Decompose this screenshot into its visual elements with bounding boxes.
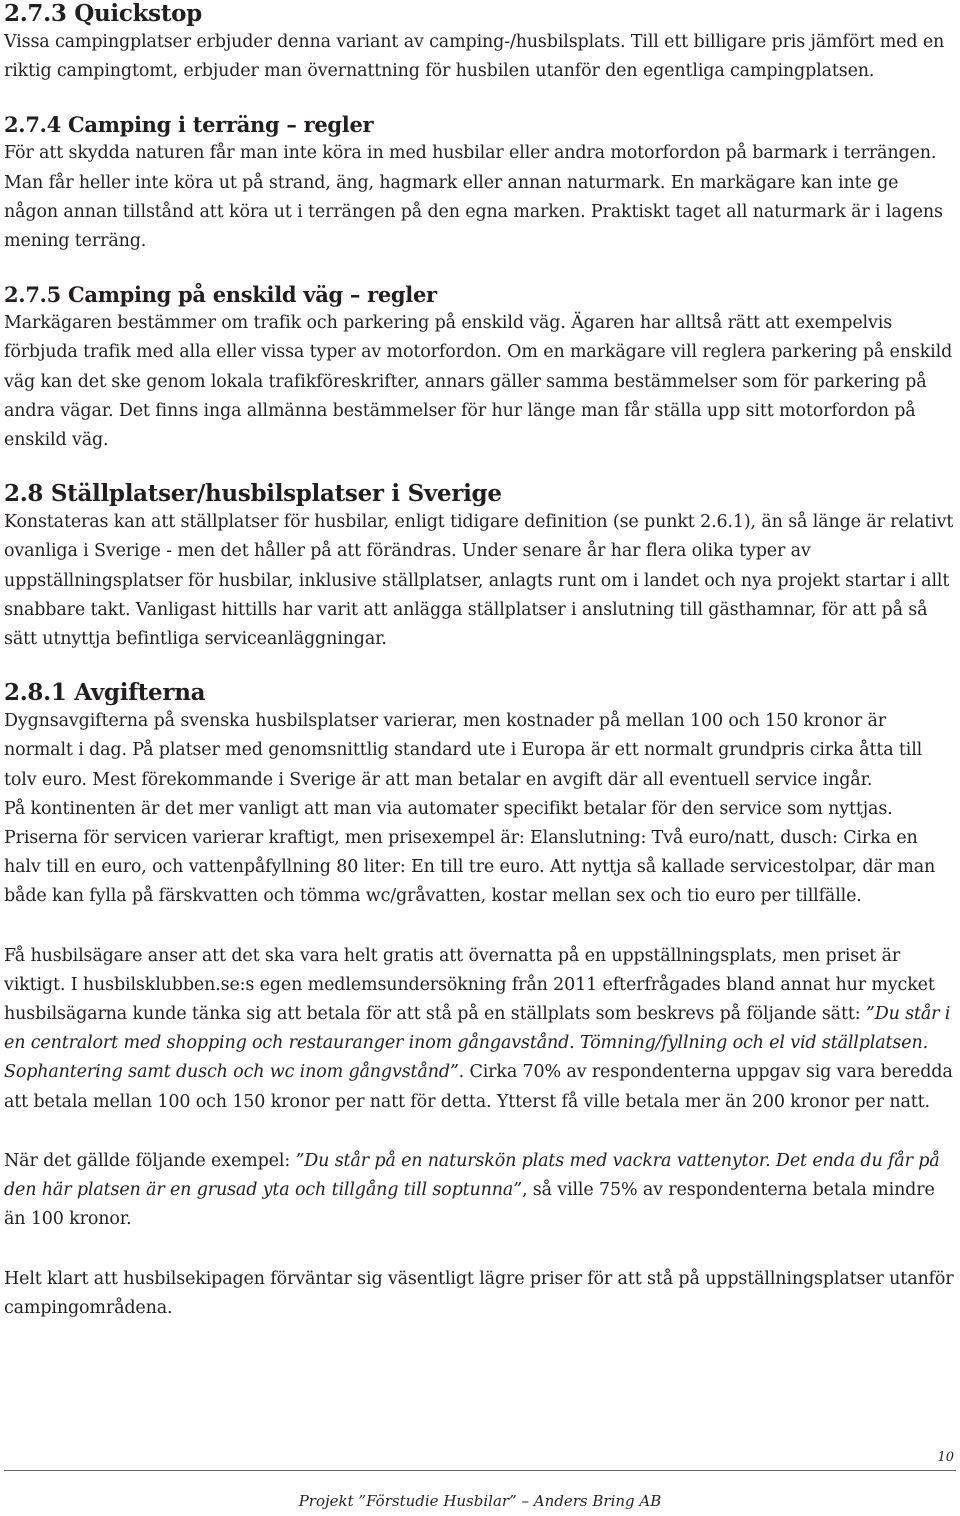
- section-body-2-7-5: Markägaren bestämmer om trafik och parkering på enskild väg. Ägaren har alltså rätt att exempelvis förbjuda trafik med alla eller vissa typer av motorfordon. Om en markägare vill reglera parkering på enskild väg kan det ske genom lokala trafikföreskrifter, annars gäller samma bestämmelser som för parkering på andra vägar. Det finns inga allmänna bestämmelser för hur länge man får ställa upp sitt motorfordon på enskild väg.: [4, 313, 953, 451]
- section-heading-2-8: 2.8 Ställplatser/husbilsplatser i Sverige: [4, 480, 502, 508]
- section-body-2-8: Konstateras kan att ställplatser för husbilar, enligt tidigare definition (se punkt 2.6.1), än så länge är relativt ovanliga i Sverige - men det håller på att förändras. Under senare år har flera olika typer av uppställningsplatser för husbilar, inklusive ställplatser, anlagts runt om i landet och nya projekt startar i allt snabbare takt. Vanligast hittills har varit att anlägga ställplatser i anslutning till gästhamnar, för att på så sätt utnyttja befintliga serviceanläggningar.: [4, 512, 954, 650]
- section-body-2-7-4: För att skydda naturen får man inte köra in med husbilar eller andra motorfordon på barmark i terrängen. Man får heller inte köra ut på strand, äng, hagmark eller annan naturmark. En markägare kan inte ge någon annan tillstånd att köra ut i terrängen på den egna marken. Praktiskt taget all naturmark är i lagens mening terräng.: [4, 143, 943, 252]
- fees-paragraph-1: Dygnsavgifterna på svenska husbilsplatser varierar, men kostnader på mellan 100 och 150 kronor är normalt i dag. På platser med genomsnittlig standard ute i Europa är ett normalt grundpris cirka åtta till tolv euro. Mest förekommande i Sverige är att man betalar en avgift där all eventuell service ingår.: [4, 711, 923, 790]
- section-heading-2-8-1: 2.8.1 Avgifterna: [4, 679, 206, 707]
- survey-quote-2: ”Du står på en naturskön plats med vackra vattenytor. Det enda du får på den här platsen är en grusad yta och tillgång till soptunna”: [4, 1150, 940, 1201]
- fees-paragraph-2: På kontinenten är det mer vanligt att man via automater specifikt betalar för den service som nyttjas. Priserna för servicen varierar kraftigt, men prisexempel är: Elanslutning: Två euro/natt, dusch: Cirka en halv till en euro, och vattenpåfyllning 80 liter: En till tre euro. Att nyttja så kallade servicestolpar, där man både kan fylla på färskvatten och tömma wc/gråvatten, kostar mellan sex och tio euro per tillfälle.: [4, 798, 936, 907]
- survey-result-2: , så ville 75% av respondenterna betala mindre än 100 kronor.: [4, 1180, 935, 1230]
- survey-quote-1: ”Du står i en centralort med shopping och restauranger inom gångavstånd. Tömning/fyllning och el vid ställplatsen. Sophantering samt dusch och wc inom gångvstånd”: [4, 1004, 951, 1083]
- page-footer: Projekt ”Förstudie Husbilar” – Anders Bring AB: [298, 1492, 662, 1510]
- section-heading-2-7-5: 2.7.5 Camping på enskild väg – regler: [4, 282, 437, 308]
- survey-result-1: . Cirka 70% av respondenterna uppgav sig vara beredda att betala mellan 100 och 150 kronor per natt för detta. Ytterst få ville betala mer än 200 kronor per natt.: [4, 1062, 953, 1112]
- example-intro: När det gällde följande exempel:: [4, 1150, 296, 1171]
- survey-intro: Få husbilsägare anser att det ska vara helt gratis att övernatta på en uppställningsplats, men priset är viktigt. I husbilsklubben.se:s egen medlemsundersökning från 2011 efterfrågades bland annat hur mycket husbilsägarna kunde tänka sig att betala för att stå på en ställplats som beskrevs på följande sätt:: [4, 945, 935, 1025]
- footer-divider: [4, 1470, 956, 1471]
- section-body-2-7-3: Vissa campingplatser erbjuder denna variant av camping-/husbilsplats. Till ett billigare pris jämfört med en riktig campingtomt, erbjuder man övernattning för husbilen utanför den egentliga campingplatsen.: [4, 32, 945, 82]
- section-heading-2-7-4: 2.7.4 Camping i terräng – regler: [4, 112, 374, 138]
- section-heading-2-7-3: 2.7.3 Quickstop: [4, 0, 202, 27]
- fees-paragraph-conclusion: Helt klart att husbilsekipagen förväntar sig väsentligt lägre priser för att stå på uppställningsplatser utanför campingområdena.: [4, 1268, 954, 1318]
- fees-paragraph-survey: [4, 942, 956, 1117]
- fees-paragraph-example: [4, 1147, 956, 1235]
- page-number: 10: [937, 1450, 954, 1465]
- page-content: [4, 0, 956, 1323]
